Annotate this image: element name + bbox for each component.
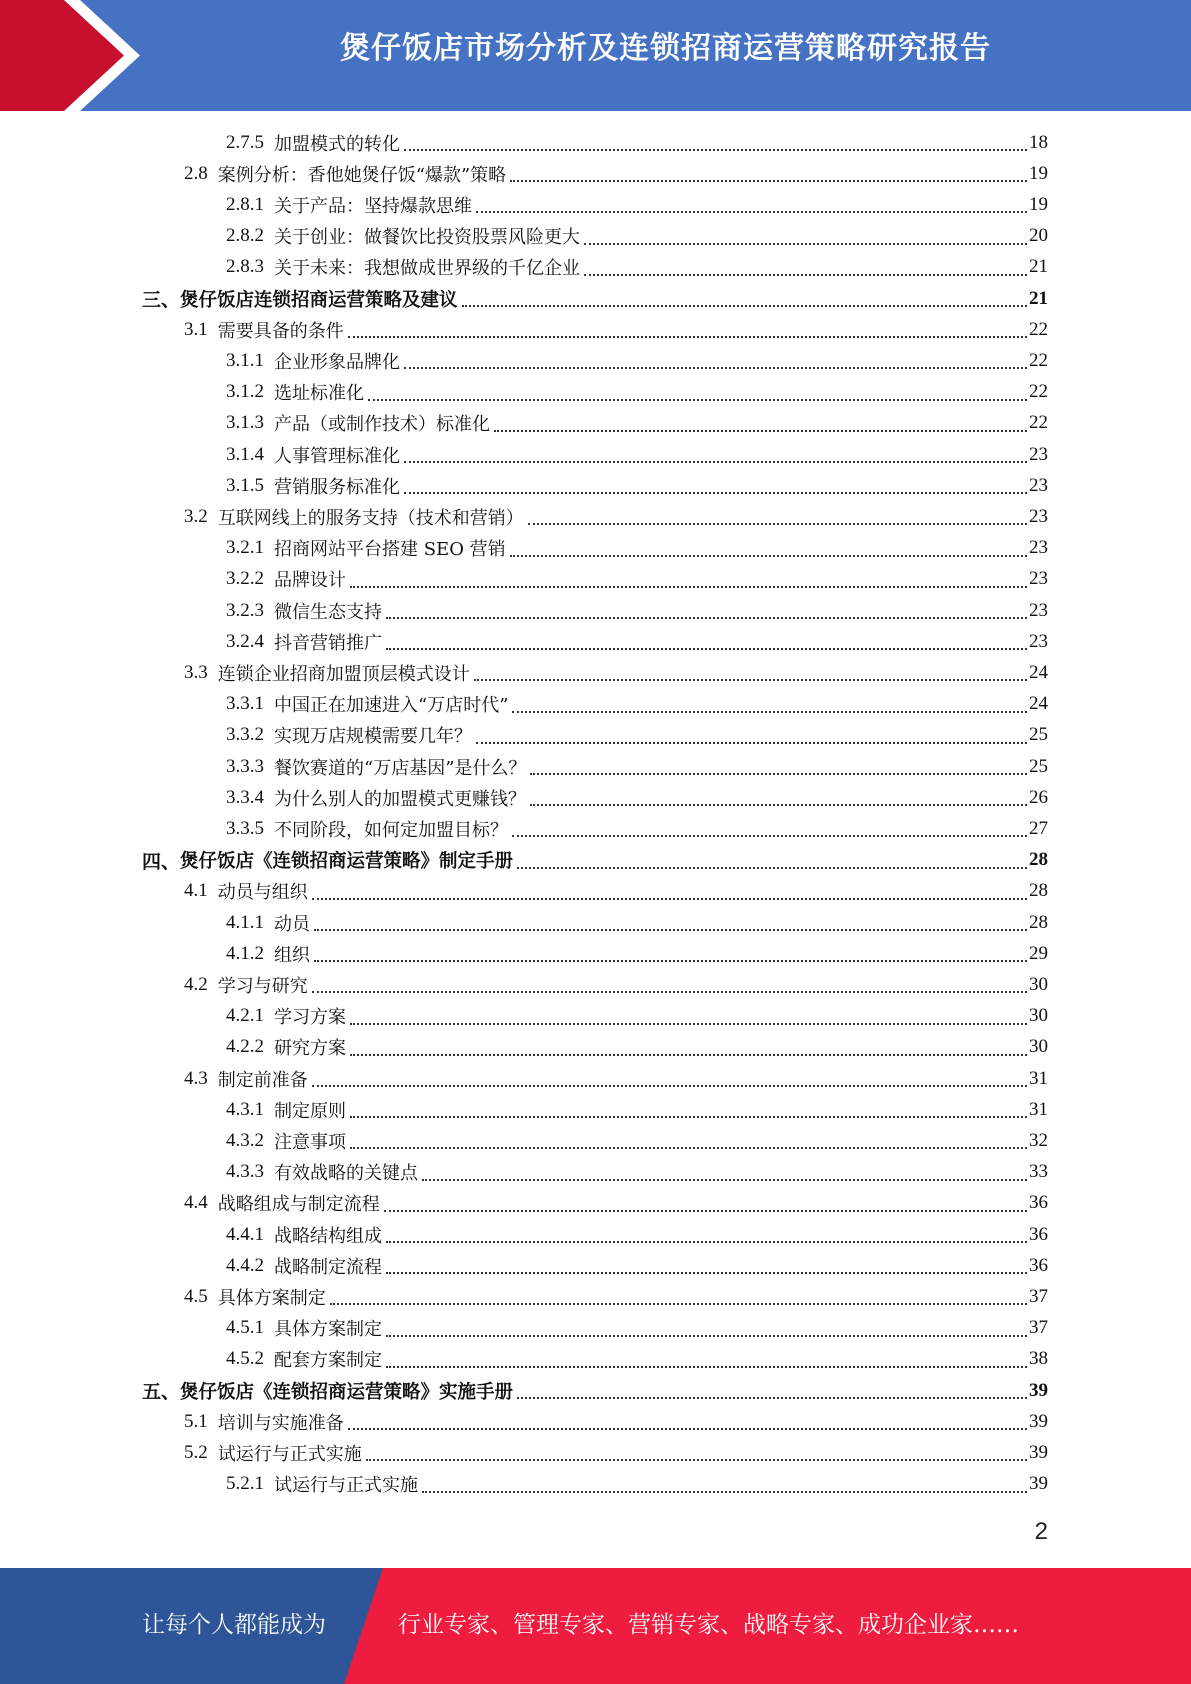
toc-entry-page: 20 [1029,225,1048,247]
toc-entry-page: 30 [1029,973,1048,995]
toc-entry-title: 煲仔饭店《连锁招商运营策略》实施手册 [180,1381,514,1403]
toc-dot-leader [348,336,1027,338]
toc-entry-number: 3.1.3 [226,412,264,434]
toc-entry-number: 4.3.1 [226,1098,264,1120]
toc-entry-title: 制定原则 [274,1100,346,1122]
toc-dot-leader [528,523,1027,525]
toc-entry[interactable] [226,595,1048,626]
toc-entry[interactable] [184,314,1048,345]
toc-entry-page: 23 [1029,443,1048,465]
toc-entry-page: 37 [1029,1285,1048,1307]
toc-entry-page: 31 [1029,1098,1048,1120]
toc-entry-number: 4.4.1 [226,1223,264,1245]
toc-entry-title: 试运行与正式实施 [217,1443,362,1465]
toc-entry[interactable] [226,1344,1048,1375]
toc-entry[interactable] [184,501,1048,532]
toc-entry-number: 3.1.5 [226,474,264,496]
toc-entry-page: 24 [1029,661,1048,683]
toc-dot-leader [462,305,1027,307]
toc-entry-number: 4.5 [184,1285,208,1307]
toc-entry-number: 3.3 [184,661,208,683]
toc-entry[interactable] [142,1375,1048,1406]
toc-entry[interactable] [184,969,1048,1000]
toc-entry-title: 品牌设计 [274,570,346,592]
toc-entry[interactable] [226,689,1048,720]
toc-entry-number: 3.3.4 [226,786,264,808]
toc-dot-leader [404,461,1027,463]
toc-dot-leader [510,180,1027,182]
toc-entry-number: 3.2.2 [226,568,264,590]
toc-entry-title: 实现万店规模需要几年？ [274,726,472,748]
toc-entry-page: 23 [1029,537,1048,559]
toc-entry-number: 3.1.1 [226,349,264,371]
toc-entry-number: 3.1.2 [226,381,264,403]
toc-entry-title: 不同阶段，如何定加盟目标？ [274,819,508,841]
toc-entry[interactable] [184,876,1048,907]
toc-entry-page: 37 [1029,1317,1048,1339]
toc-entry-number: 2.8.1 [226,193,264,215]
toc-dot-leader [422,1491,1027,1493]
toc-entry-title: 需要具备的条件 [217,320,344,342]
toc-entry[interactable] [226,252,1048,283]
toc-entry[interactable] [226,439,1048,470]
toc-entry-title: 连锁企业招商加盟顶层模式设计 [217,663,470,685]
toc-entry-title: 注意事项 [274,1131,346,1153]
footer-slogan-left: 让每个人都能成为 [142,1612,326,1638]
toc-entry-number: 2.8 [184,162,208,184]
toc-entry-title: 煲仔饭店连锁招商运营策略及建议 [180,289,458,311]
toc-entry-page: 25 [1029,724,1048,746]
toc-dot-leader [350,1054,1027,1056]
toc-dot-leader [386,617,1027,619]
toc-entry-title: 加盟模式的转化 [274,133,400,155]
toc-entry[interactable] [226,938,1048,969]
toc-entry-page: 28 [1029,880,1048,902]
toc-entry-title: 招商网站平台搭建 SEO 营销 [274,539,506,561]
toc-dot-leader [312,1085,1027,1087]
page-number: 2 [1034,1518,1048,1545]
toc-entry-number: 4.5.1 [226,1317,264,1339]
toc-entry-page: 19 [1029,162,1048,184]
toc-dot-leader [512,711,1027,713]
toc-entry-number: 4.4 [184,1192,208,1214]
toc-entry-page: 29 [1029,942,1048,964]
toc-dot-leader [530,773,1027,775]
toc-entry-number: 4.2.2 [226,1036,264,1058]
toc-entry-title: 组织 [274,944,310,966]
toc-entry-number: 三、 [142,290,181,311]
toc-entry[interactable] [226,907,1048,938]
toc-entry[interactable] [184,1437,1048,1468]
toc-entry-number: 4.4.2 [226,1254,264,1276]
toc-entry-title: 关于产品：坚持爆款思维 [274,195,472,217]
chevron-arrow-icon [0,0,160,111]
toc-entry-title: 营销服务标准化 [274,476,400,498]
toc-entry-title: 战略制定流程 [274,1256,382,1278]
toc-entry-title: 具体方案制定 [274,1319,382,1341]
toc-entry-title: 战略结构组成 [274,1225,382,1247]
toc-entry[interactable] [226,470,1048,501]
report-title: 煲仔饭店市场分析及连锁招商运营策略研究报告 [340,31,991,66]
toc-entry-number: 4.2 [184,973,208,995]
toc-entry-title: 具体方案制定 [217,1287,326,1309]
toc-dot-leader [386,1366,1027,1368]
toc-entry-page: 23 [1029,568,1048,590]
toc-entry-page: 26 [1029,786,1048,808]
toc-entry-page: 28 [1029,849,1048,871]
toc-entry-number: 3.3.3 [226,755,264,777]
toc-entry-title: 动员 [274,913,310,935]
toc-entry-title: 关于创业：做餐饮比投资股票风险更大 [274,227,580,249]
toc-entry-page: 23 [1029,505,1048,527]
toc-entry[interactable] [226,1001,1048,1032]
toc-entry-number: 4.2.1 [226,1005,264,1027]
toc-entry-number: 5.2.1 [226,1473,264,1495]
toc-entry[interactable] [226,408,1048,439]
toc-entry-page: 28 [1029,911,1048,933]
toc-entry-page: 23 [1029,630,1048,652]
toc-entry-title: 微信生态支持 [274,601,382,623]
toc-entry[interactable] [226,751,1048,782]
toc-entry-page: 23 [1029,474,1048,496]
toc-dot-leader [368,399,1027,401]
toc-entry[interactable] [184,1406,1048,1437]
toc-entry-number: 2.7.5 [226,131,264,153]
toc-dot-leader [386,648,1027,650]
toc-entry[interactable] [226,1094,1048,1125]
toc-entry[interactable] [226,1157,1048,1188]
toc-entry-page: 39 [1029,1441,1048,1463]
toc-entry[interactable] [226,1250,1048,1281]
toc-entry-page: 21 [1029,256,1048,278]
toc-entry-number: 2.8.2 [226,225,264,247]
toc-entry[interactable] [226,189,1048,220]
toc-entry-number: 2.8.3 [226,256,264,278]
toc-dot-leader [517,1397,1027,1399]
toc-entry[interactable] [226,782,1048,813]
toc-entry-page: 27 [1029,817,1048,839]
toc-dot-leader [404,149,1027,151]
toc-entry-number: 4.5.2 [226,1348,264,1370]
toc-dot-leader [350,1147,1027,1149]
toc-entry[interactable] [184,1281,1048,1312]
toc-entry-title: 餐饮赛道的“万店基因”是什么？ [274,757,527,779]
toc-entry[interactable] [184,158,1048,189]
toc-entry[interactable] [226,127,1048,158]
toc-entry-page: 36 [1029,1192,1048,1214]
toc-entry[interactable] [226,345,1048,376]
toc-entry-title: 研究方案 [274,1038,346,1060]
toc-entry-page: 23 [1029,599,1048,621]
toc-entry-page: 31 [1029,1067,1048,1089]
toc-entry[interactable] [226,1219,1048,1250]
toc-entry[interactable] [226,1469,1048,1500]
toc-entry-page: 18 [1029,131,1048,153]
toc-entry-page: 24 [1029,693,1048,715]
toc-entry[interactable] [226,377,1048,408]
toc-entry-page: 39 [1029,1379,1048,1401]
toc-dot-leader [384,1210,1027,1212]
toc-entry-number: 3.2.3 [226,599,264,621]
toc-entry-title: 煲仔饭店《连锁招商运营策略》制定手册 [180,851,514,873]
toc-dot-leader [386,1272,1027,1274]
toc-entry[interactable] [226,533,1048,564]
toc-entry-page: 22 [1029,349,1048,371]
toc-entry[interactable] [226,720,1048,751]
toc-entry-title: 学习与研究 [217,975,308,997]
toc-entry-page: 39 [1029,1410,1048,1432]
footer-banner [0,1568,1191,1684]
toc-entry[interactable] [226,626,1048,657]
toc-entry-number: 4.1 [184,880,208,902]
footer-slogan-right: 行业专家、管理专家、营销专家、战略专家、成功企业家…… [398,1612,1019,1638]
toc-entry-number: 3.3.1 [226,693,264,715]
toc-dot-leader [350,586,1027,588]
toc-dot-leader [494,430,1027,432]
toc-dot-leader [476,742,1027,744]
toc-entry-title: 产品（或制作技术）标准化 [274,414,490,436]
toc-dot-leader [404,367,1027,369]
toc-dot-leader [350,1023,1027,1025]
toc-entry-page: 39 [1029,1473,1048,1495]
toc-entry-number: 4.1.2 [226,942,264,964]
toc-entry-title: 抖音营销推广 [274,632,382,654]
toc-dot-leader [350,1116,1027,1118]
toc-entry-title: 动员与组织 [217,882,308,904]
toc-entry-number: 3.3.2 [226,724,264,746]
toc-entry-page: 32 [1029,1129,1048,1151]
toc-entry-title: 人事管理标准化 [274,445,400,467]
toc-entry[interactable] [226,564,1048,595]
toc-entry[interactable] [226,1125,1048,1156]
toc-dot-leader [422,1179,1027,1181]
toc-entry-page: 22 [1029,381,1048,403]
toc-entry-number: 5.1 [184,1410,208,1432]
toc-entry[interactable] [226,1032,1048,1063]
toc-dot-leader [474,679,1027,681]
toc-entry-page: 38 [1029,1348,1048,1370]
toc-entry-number: 3.1 [184,318,208,340]
toc-entry[interactable] [184,1188,1048,1219]
toc-entry-number: 3.3.5 [226,817,264,839]
toc-entry[interactable] [226,221,1048,252]
toc-dot-leader [314,929,1027,931]
toc-dot-leader [314,960,1027,962]
toc-entry-title: 关于未来：我想做成世界级的千亿企业 [274,258,580,280]
toc-entry-number: 4.1.1 [226,911,264,933]
toc-entry-number: 四、 [142,851,181,873]
toc-dot-leader [584,243,1027,245]
toc-entry-title: 中国正在加速进入“万店时代” [274,695,509,717]
toc-entry-title: 有效战略的关键点 [274,1163,418,1185]
toc-entry[interactable] [142,845,1048,876]
toc-entry-title: 学习方案 [274,1007,346,1029]
toc-entry-page: 21 [1029,287,1048,309]
toc-entry-number: 3.2.1 [226,537,264,559]
toc-dot-leader [312,991,1027,993]
toc-dot-leader [510,555,1027,557]
toc-entry-number: 5.2 [184,1441,208,1463]
toc-dot-leader [530,804,1027,806]
toc-entry-page: 22 [1029,318,1048,340]
toc-dot-leader [348,1428,1027,1430]
toc-entry-title: 配套方案制定 [274,1350,382,1372]
toc-entry-title: 试运行与正式实施 [274,1475,418,1497]
toc-entry-number: 五、 [142,1382,181,1403]
toc-entry-page: 30 [1029,1005,1048,1027]
toc-dot-leader [330,1303,1027,1305]
toc-entry-title: 制定前准备 [217,1069,308,1091]
toc-dot-leader [312,898,1027,900]
toc-entry[interactable] [184,1063,1048,1094]
toc-dot-leader [386,1335,1027,1337]
toc-entry-number: 4.3.2 [226,1129,264,1151]
toc-entry-title: 培训与实施准备 [217,1412,344,1434]
toc-entry-number: 3.1.4 [226,443,264,465]
toc-dot-leader [584,274,1027,276]
toc-entry-page: 25 [1029,755,1048,777]
toc-entry-page: 19 [1029,193,1048,215]
toc-dot-leader [512,835,1027,837]
toc-entry-number: 4.3.3 [226,1161,264,1183]
toc-entry-title: 战略组成与制定流程 [217,1194,380,1216]
toc-entry-page: 36 [1029,1254,1048,1276]
toc-entry[interactable] [184,657,1048,688]
toc-entry-title: 选址标准化 [274,383,364,405]
toc-entry-title: 企业形象品牌化 [274,351,400,373]
toc-entry-number: 4.3 [184,1067,208,1089]
toc-dot-leader [476,211,1027,213]
toc-entry[interactable] [226,813,1048,844]
toc-entry-title: 为什么别人的加盟模式更赚钱？ [274,788,526,810]
toc-entry[interactable] [142,283,1048,314]
toc-entry-number: 3.2.4 [226,630,264,652]
toc-dot-leader [517,867,1027,869]
toc-dot-leader [386,1241,1027,1243]
report-header [0,0,1191,111]
toc-dot-leader [366,1459,1027,1461]
toc-entry[interactable] [226,1313,1048,1344]
toc-entry-page: 30 [1029,1036,1048,1058]
toc-entry-page: 36 [1029,1223,1048,1245]
toc-entry-title: 案例分析：香他她煲仔饭“爆款”策略 [217,164,507,186]
toc-dot-leader [404,492,1027,494]
toc-entry-title: 互联网线上的服务支持（技术和营销） [217,507,524,529]
toc-entry-number: 3.2 [184,505,208,527]
toc-entry-page: 33 [1029,1161,1048,1183]
toc-entry-page: 22 [1029,412,1048,434]
